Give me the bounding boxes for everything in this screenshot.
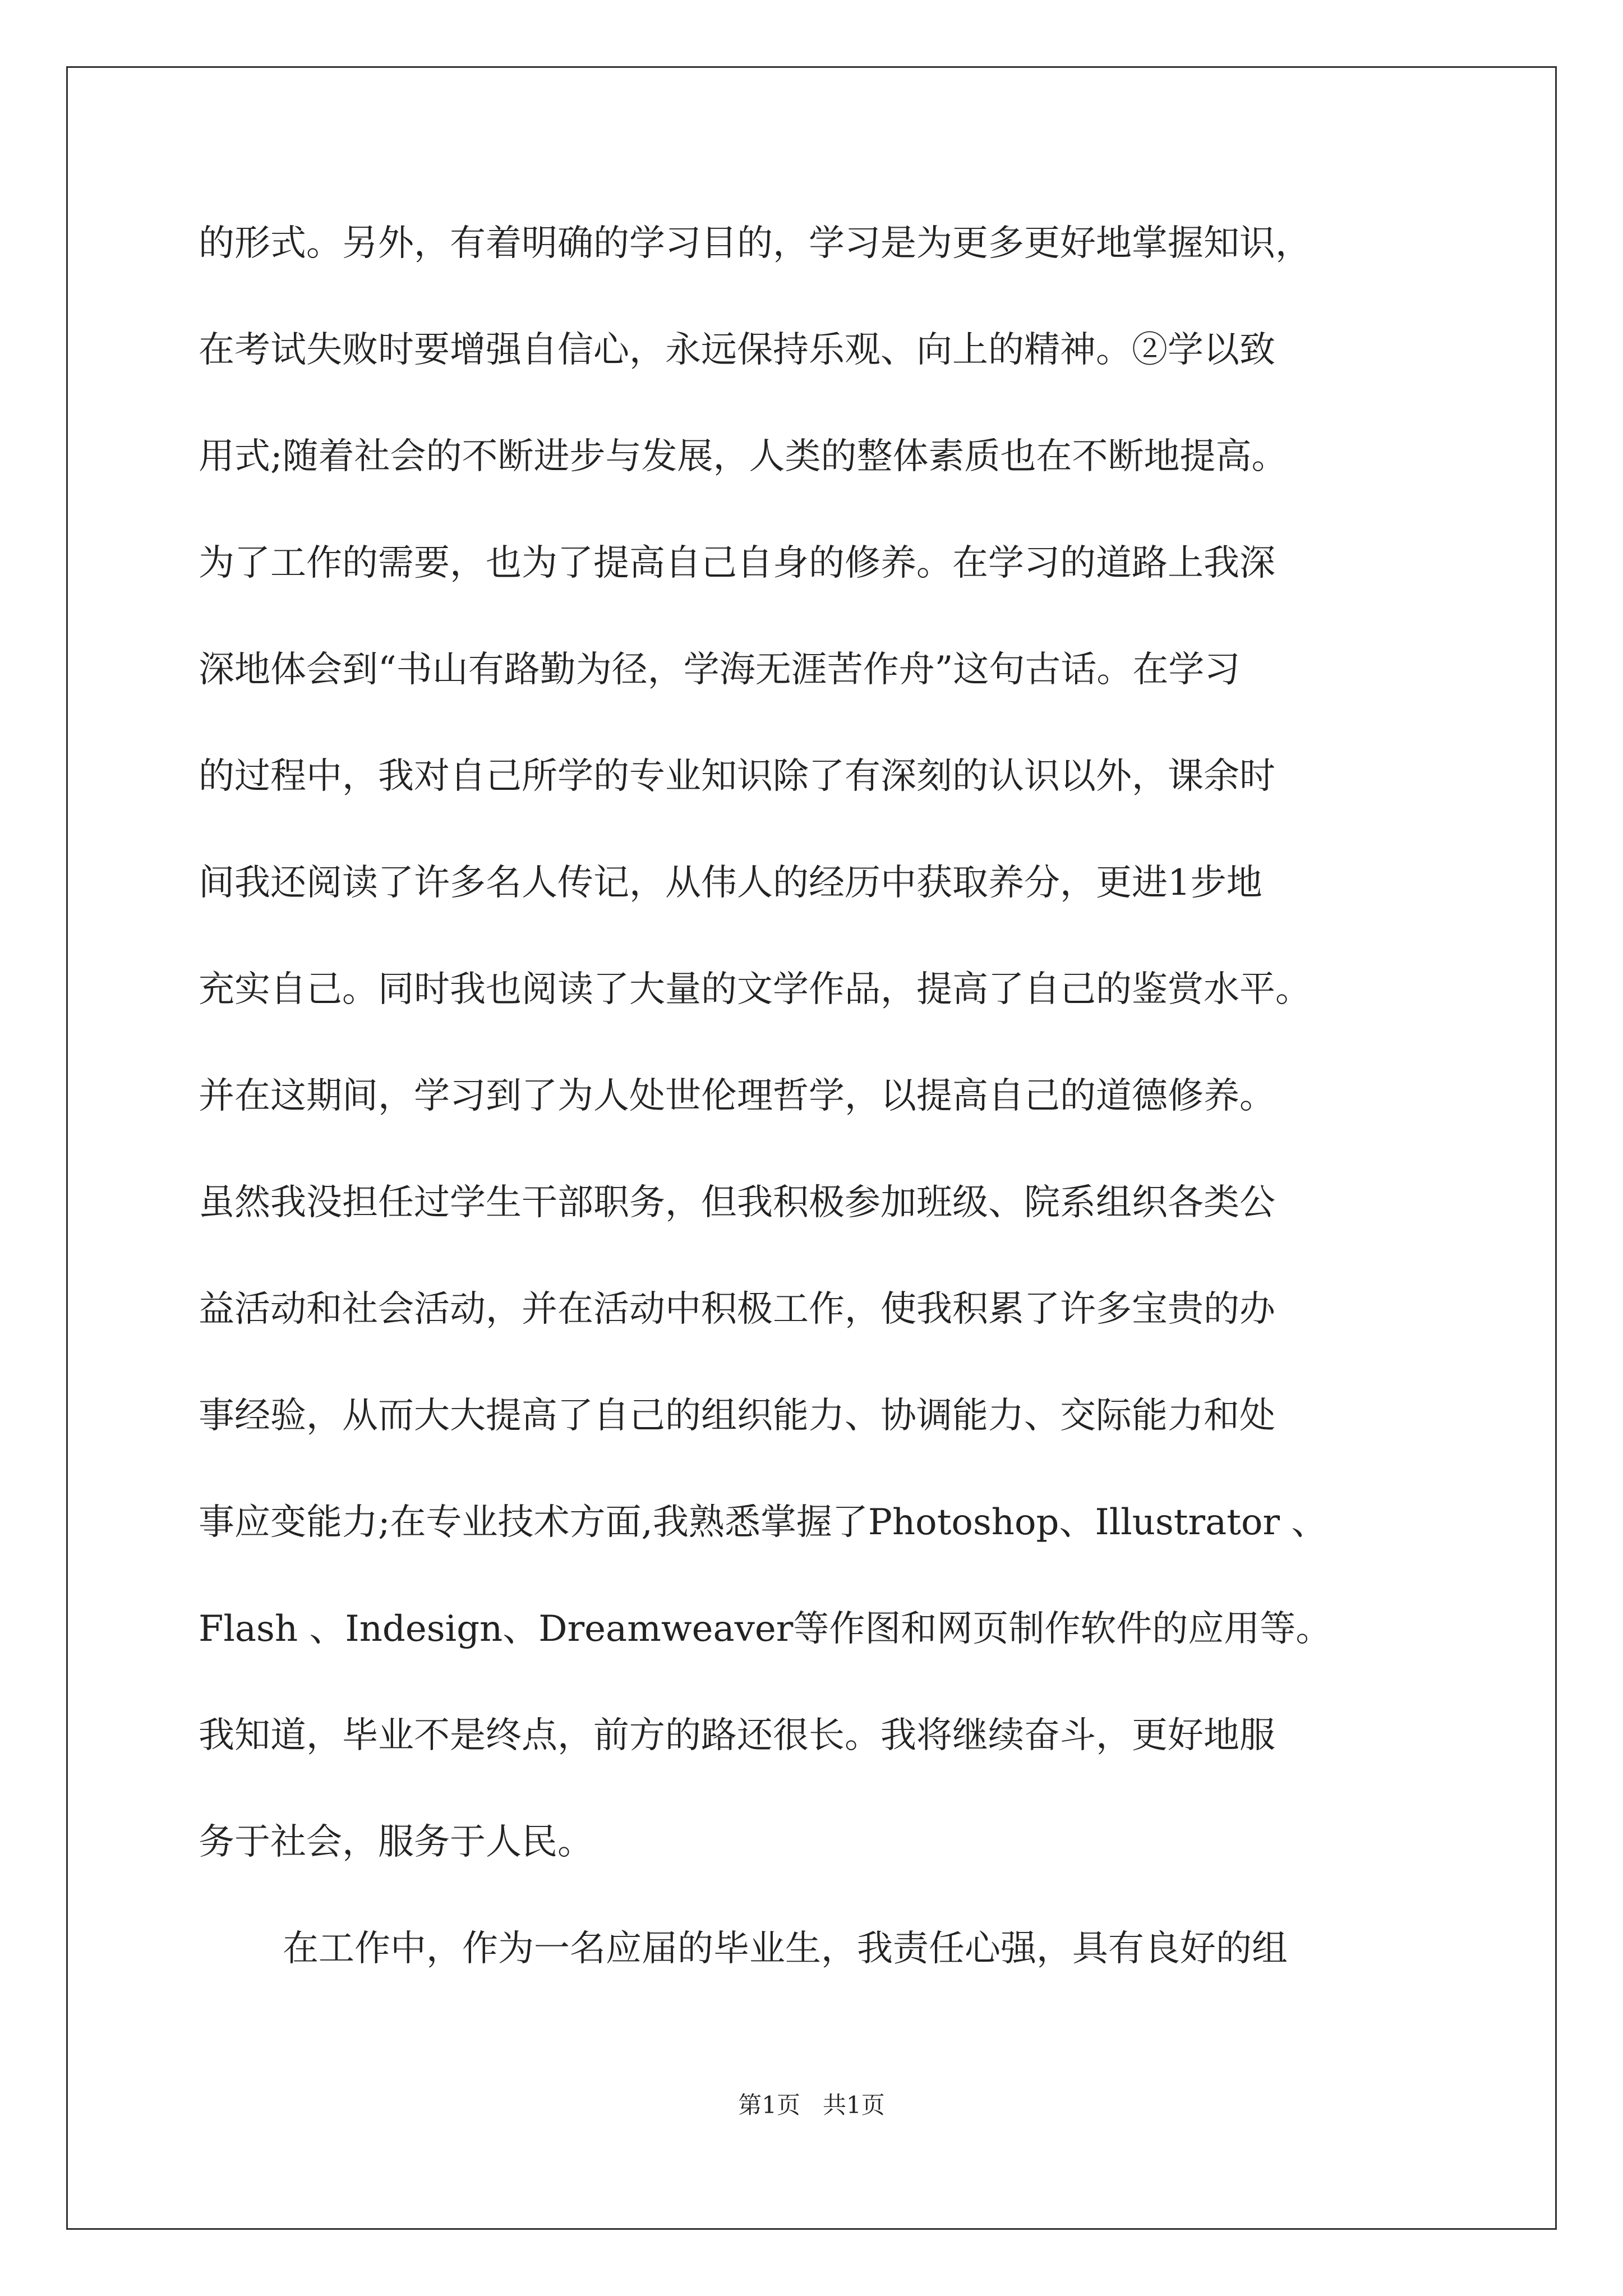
text-line: 充实自己。同时我也阅读了大量的文学作品，提高了自己的鉴赏水平。 [199,969,1311,1010]
text-line: 我知道，毕业不是终点，前方的路还很长。我将继续奋斗，更好地服 [199,1715,1275,1756]
text-line: 为了工作的需要，也为了提高自己自身的修养。在学习的道路上我深 [199,542,1275,584]
text-line: 间我还阅读了许多名人传记，从伟人的经历中获取养分，更进1步地 [199,862,1262,904]
text-line: 务于社会，服务于人民。 [199,1821,593,1863]
paragraph-start-line: 在工作中，作为一名应届的毕业生，我责任心强，具有良好的组 [283,1928,1288,1970]
text-line: Flash 、Indesign、Dreamweaver等作图和网页制作软件的应用等。 [199,1608,1332,1650]
text-line: 益活动和社会活动，并在活动中积极工作，使我积累了许多宝贵的办 [199,1289,1275,1330]
text-line: 的形式。另外，有着明确的学习目的，学习是为更多更好地掌握知识， [199,223,1311,264]
text-line: 深地体会到“书山有路勤为径，学海无涯苦作舟”这句古话。在学习 [199,649,1241,691]
text-line: 在考试失败时要增强自信心，永远保持乐观、向上的精神。②学以致 [199,329,1275,371]
text-line: 用式;随着社会的不断进步与发展，人类的整体素质也在不断地提高。 [199,436,1288,477]
text-line: 事经验，从而大大提高了自己的组织能力、协调能力、交际能力和处 [199,1395,1275,1437]
text-line: 并在这期间，学习到了为人处世伦理哲学，以提高自己的道德修养。 [199,1075,1275,1117]
text-line: 事应变能力;在专业技术方面,我熟悉掌握了Photoshop、Illustrator 、 [199,1502,1327,1543]
text-line: 虽然我没担任过学生干部职务，但我积极参加班级、院系组织各类公 [199,1182,1275,1223]
document-body [199,219,1432,2031]
page-number-footer: 第1页 共1页 [738,2091,885,2119]
text-line: 的过程中，我对自己所学的专业知识除了有深刻的认识以外，课余时 [199,756,1275,797]
